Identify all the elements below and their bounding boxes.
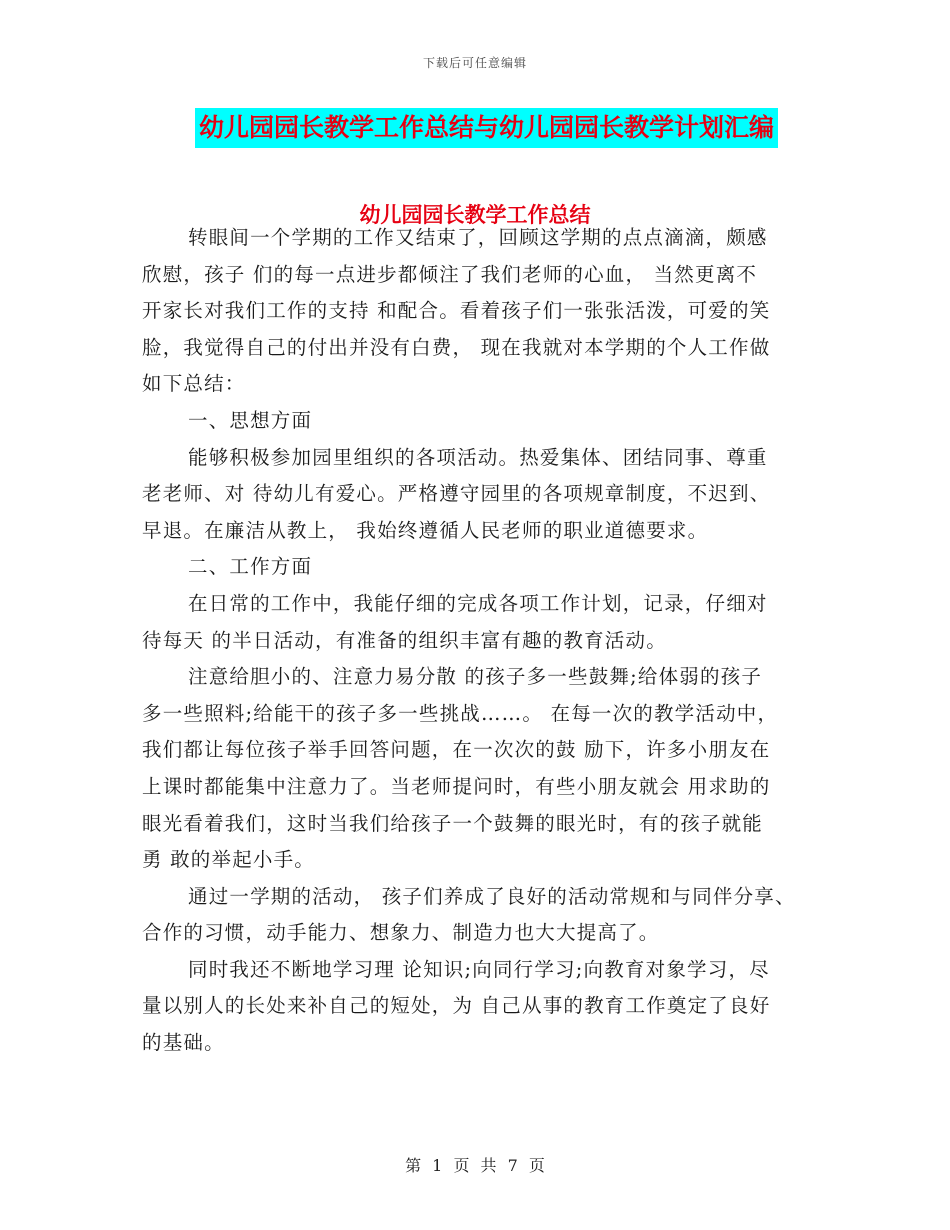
- paragraph-line: 老老师、对 待幼儿有爱心。严格遵守园里的各项规章制度，不迟到、: [142, 482, 771, 506]
- paragraph-line: 转眼间一个学期的工作又结束了，回顾这学期的点点滴滴，颇感: [188, 226, 768, 249]
- body-text: [142, 220, 822, 1062]
- subheading: 二、工作方面: [188, 555, 313, 579]
- paragraph-line: 勇 敢的举起小手。: [142, 848, 315, 872]
- section-title: 幼儿园园长教学工作总结: [359, 202, 591, 227]
- paragraph-line: 我们都让每位孩子举手回答问题，在一次次的鼓 励下，许多小朋友在: [142, 738, 771, 762]
- paragraph-line: 欣慰，孩子 们的每一点进步都倾注了我们老师的心血， 当然更离不: [142, 262, 758, 286]
- paragraph-line: 通过一学期的活动， 孩子们养成了良好的活动常规和与同伴分享、: [188, 884, 796, 908]
- paragraph-line: 的基础。: [142, 1031, 225, 1055]
- paragraph-line: 待每天 的半日活动，有准备的组织丰富有趣的教育活动。: [142, 628, 667, 652]
- document-title: 幼儿园园长教学工作总结与幼儿园园长教学计划汇编: [195, 108, 778, 148]
- page-footer: 第 1 页 共 7 页: [405, 1156, 545, 1175]
- paragraph-line: 如下总结：: [142, 372, 246, 396]
- paragraph-line: 眼光看着我们，这时当我们给孩子一个鼓舞的眼光时，有的孩子就能: [142, 811, 764, 835]
- paragraph-line: 注意给胆小的、注意力易分散 的孩子多一些鼓舞;给体弱的孩子: [188, 665, 763, 689]
- paragraph-line: 同时我还不断地学习理 论知识;向同行学习;向教育对象学习，尽: [188, 957, 770, 981]
- paragraph-line: 能够积极参加园里组织的各项活动。热爱集体、团结同事、尊重: [188, 445, 768, 469]
- paragraph-line: 量以别人的长处来补自己的短处，为 自己从事的教育工作奠定了良好: [142, 994, 771, 1018]
- paragraph-line: 脸，我觉得自己的付出并没有白费， 现在我就对本学期的个人工作做: [142, 335, 771, 359]
- subheading: 一、思想方面: [188, 408, 313, 432]
- paragraph-line: 合作的习惯，动手能力、想象力、制造力也大大提高了。: [142, 921, 660, 945]
- paragraph-line: 早退。在廉洁从教上， 我始终遵循人民老师的职业道德要求。: [142, 518, 709, 542]
- header-note: 下载后可任意编辑: [422, 56, 527, 70]
- paragraph-line: 多一些照料;给能干的孩子多一些挑战……。 在每一次的教学活动中，: [142, 701, 779, 725]
- paragraph-line: 在日常的工作中，我能仔细的完成各项工作计划，记录，仔细对: [188, 591, 768, 615]
- paragraph-line: 开家长对我们工作的支持 和配合。看着孩子们一张张活泼，可爱的笑: [142, 299, 771, 323]
- paragraph-line: 上课时都能集中注意力了。当老师提问时，有些小朋友就会 用求助的: [142, 774, 771, 798]
